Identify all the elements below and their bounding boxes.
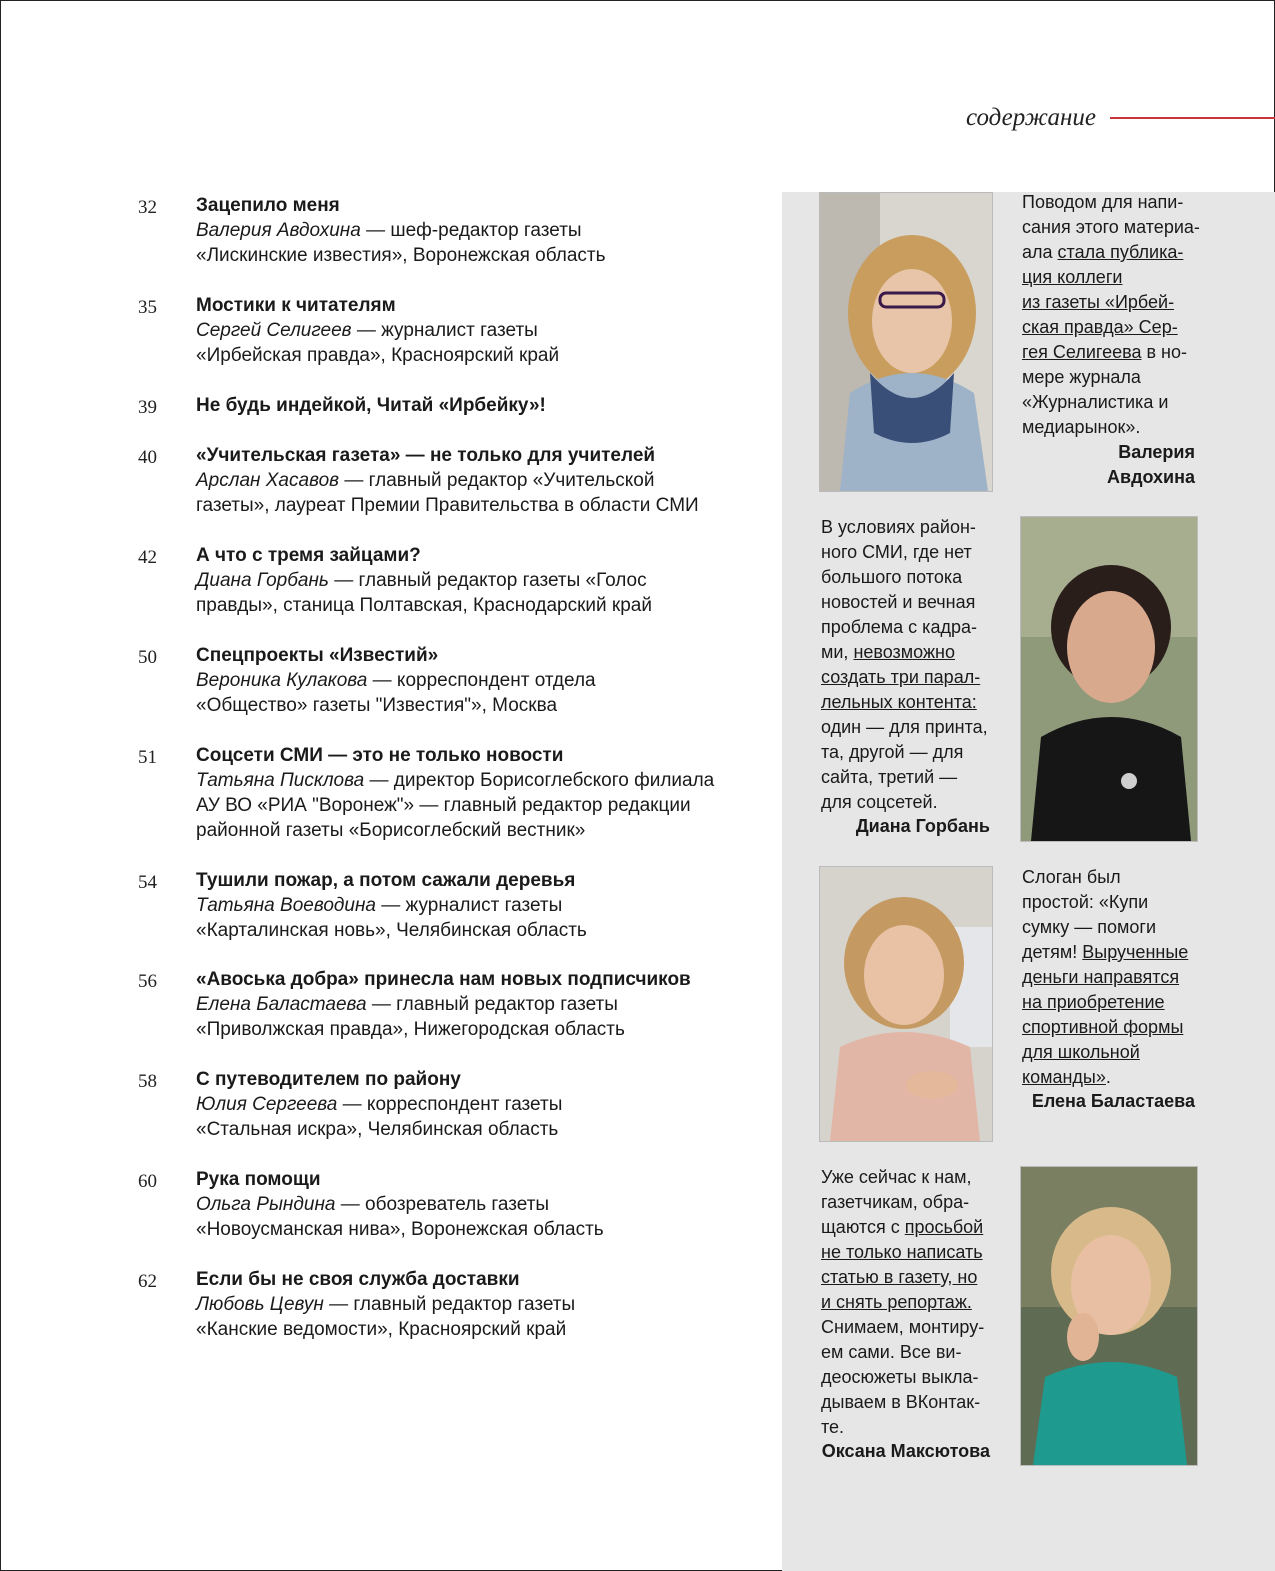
quote-highlight: спортивной формы bbox=[1022, 1017, 1184, 1037]
article-byline bbox=[196, 1192, 736, 1242]
article-byline bbox=[196, 992, 736, 1042]
byline-role: — журналист газеты bbox=[351, 320, 538, 341]
quote-line-text: В условиях район- bbox=[821, 517, 976, 537]
quote-text-4 bbox=[821, 1165, 1001, 1440]
quote-text-1 bbox=[1022, 190, 1202, 440]
quote-line bbox=[1022, 315, 1202, 340]
byline-publication: «Карталинская новь», Челябинская область bbox=[196, 920, 587, 941]
quote-line-text: щаются с bbox=[821, 1217, 905, 1237]
quote-author-3 bbox=[1000, 1089, 1195, 1114]
quote-line-text: Уже сейчас к нам, bbox=[821, 1167, 972, 1187]
quote-highlight: создать три парал- bbox=[821, 667, 981, 687]
quote-line-text: большого потока bbox=[821, 567, 963, 587]
page-number: 50 bbox=[138, 647, 157, 668]
quote-line-text: ала bbox=[1022, 242, 1058, 262]
article-byline bbox=[196, 568, 736, 618]
author-name: Любовь Цевун bbox=[196, 1294, 324, 1315]
quote-line-text: сания этого материа- bbox=[1022, 217, 1200, 237]
article-byline bbox=[196, 318, 736, 368]
page-number: 40 bbox=[138, 447, 157, 468]
quote-highlight: Вырученные bbox=[1082, 942, 1189, 962]
byline-publication: «Стальная искра», Челябинская область bbox=[196, 1119, 559, 1140]
quote-line bbox=[1022, 415, 1202, 440]
page-number: 56 bbox=[138, 971, 157, 992]
article-title: «Авоська добра» принесла нам новых подписчиков bbox=[196, 969, 691, 990]
quote-line-text: ми, bbox=[821, 642, 854, 662]
quote-line-text: . bbox=[1105, 1067, 1111, 1087]
article-title: А что с тремя зайцами? bbox=[196, 545, 421, 566]
quote-line-text: ем сами. Все ви- bbox=[821, 1342, 962, 1362]
quote-author-last: Авдохина bbox=[1107, 467, 1195, 487]
byline-publication: «Приволжская правда», Нижегородская область bbox=[196, 1019, 625, 1040]
quote-line bbox=[1022, 365, 1202, 390]
page-number: 54 bbox=[138, 872, 157, 893]
quote-line bbox=[1022, 1040, 1202, 1065]
quote-line-text: в но- bbox=[1141, 342, 1187, 362]
quote-line bbox=[821, 1315, 1001, 1340]
quote-line-text: «Журналистика и bbox=[1022, 392, 1169, 412]
quote-line-text: та, другой — для bbox=[821, 742, 964, 762]
byline-publication: АУ ВО «РИА "Воронеж"» — главный редактор редакции bbox=[196, 795, 691, 816]
quote-line bbox=[821, 790, 1001, 815]
quote-line-text: детям! bbox=[1022, 942, 1083, 962]
quote-line bbox=[1022, 340, 1202, 365]
quote-author-1 bbox=[1000, 440, 1195, 490]
article-title: С путеводителем по району bbox=[196, 1069, 461, 1090]
quote-highlight: стала публика- bbox=[1057, 242, 1184, 262]
page-number: 42 bbox=[138, 547, 157, 568]
byline-publication: «Ирбейская правда», Красноярский край bbox=[196, 345, 560, 366]
quote-line bbox=[1022, 890, 1202, 915]
quote-line bbox=[821, 590, 1001, 615]
quote-author-2 bbox=[795, 814, 990, 839]
quote-line bbox=[821, 1415, 1001, 1440]
quote-highlight: на приобретение bbox=[1022, 992, 1165, 1012]
quote-line-text: сайта, третий — bbox=[821, 767, 958, 787]
byline-role: — главный редактор «Учительской bbox=[339, 470, 655, 491]
quote-highlight: статью в газету, но bbox=[821, 1267, 978, 1287]
quote-line bbox=[821, 515, 1001, 540]
quote-line-text: газетчикам, обра- bbox=[821, 1192, 970, 1212]
byline-role: — корреспондент газеты bbox=[337, 1094, 563, 1115]
page-number: 39 bbox=[138, 397, 157, 418]
portrait-photo-avdokhina bbox=[819, 192, 993, 492]
page-number: 58 bbox=[138, 1071, 157, 1092]
quote-line-text: мере журнала bbox=[1022, 367, 1141, 387]
portrait-photo-balastaeva bbox=[819, 866, 993, 1142]
quote-text-2 bbox=[821, 515, 1001, 815]
quote-line bbox=[1022, 1015, 1202, 1040]
article-byline bbox=[196, 768, 736, 843]
article-byline bbox=[196, 893, 736, 943]
quote-line bbox=[821, 1290, 1001, 1315]
quote-line bbox=[1022, 390, 1202, 415]
byline-publication: «Новоусманская нива», Воронежская область bbox=[196, 1219, 604, 1240]
quote-line-text: для соцсетей. bbox=[821, 792, 938, 812]
quote-line-text: новостей и вечная bbox=[821, 592, 976, 612]
quote-line bbox=[821, 740, 1001, 765]
byline-role: — корреспондент отдела bbox=[367, 670, 596, 691]
article-title: Мостики к читателям bbox=[196, 295, 396, 316]
byline-role: — журналист газеты bbox=[376, 895, 563, 916]
section-label: содержание bbox=[966, 104, 1096, 131]
quote-highlight: лельных контента: bbox=[821, 692, 977, 712]
byline-role: — директор Борисоглебского филиала bbox=[364, 770, 715, 791]
quote-line bbox=[1022, 190, 1202, 215]
byline-publication: «Лискинские известия», Воронежская область bbox=[196, 245, 606, 266]
quote-highlight: ская правда» Сер- bbox=[1022, 317, 1178, 337]
quote-author-4 bbox=[795, 1439, 990, 1464]
quote-line bbox=[1022, 265, 1202, 290]
page-number: 51 bbox=[138, 747, 157, 768]
quote-highlight: и снять репортаж. bbox=[821, 1292, 972, 1312]
byline-publication-cont: районной газеты «Борисоглебский вестник» bbox=[196, 820, 586, 841]
quote-line bbox=[1022, 865, 1202, 890]
author-name: Ольга Рындина bbox=[196, 1194, 336, 1215]
quote-line bbox=[821, 1365, 1001, 1390]
quote-line-text: дываем в ВКонтак- bbox=[821, 1392, 981, 1412]
article-byline bbox=[196, 1292, 736, 1342]
byline-publication: «Общество» газеты "Известия"», Москва bbox=[196, 695, 558, 716]
quote-line bbox=[821, 665, 1001, 690]
author-name: Вероника Кулакова bbox=[196, 670, 368, 691]
quote-line-text: ного СМИ, где нет bbox=[821, 542, 972, 562]
quote-highlight: гея Селигеева bbox=[1022, 342, 1142, 362]
author-name: Татьяна Писклова bbox=[196, 770, 365, 791]
quote-line bbox=[1022, 240, 1202, 265]
quote-line bbox=[821, 1190, 1001, 1215]
author-name: Юлия Сергеева bbox=[196, 1094, 338, 1115]
article-title: Зацепило меня bbox=[196, 195, 340, 216]
page-number: 35 bbox=[138, 297, 157, 318]
quote-author-first: Валерия bbox=[1118, 442, 1195, 462]
page-number: 60 bbox=[138, 1171, 157, 1192]
article-title: Не будь индейкой, Читай «Ирбейку»! bbox=[196, 395, 546, 416]
quote-line bbox=[821, 1240, 1001, 1265]
quote-line bbox=[1022, 940, 1202, 965]
portrait-photo-maksyutova bbox=[1020, 1166, 1198, 1466]
byline-role: — главный редактор газеты «Голос bbox=[328, 570, 647, 591]
quote-line bbox=[821, 640, 1001, 665]
quote-line bbox=[821, 540, 1001, 565]
quote-line bbox=[1022, 965, 1202, 990]
quote-line bbox=[821, 1390, 1001, 1415]
author-name: Арслан Хасавов bbox=[196, 470, 340, 491]
quote-line bbox=[821, 715, 1001, 740]
quote-text-3 bbox=[1022, 865, 1202, 1090]
quote-line bbox=[821, 565, 1001, 590]
quote-line-text: медиарынок». bbox=[1022, 417, 1141, 437]
quote-line-text: деосюжеты выкла- bbox=[821, 1367, 979, 1387]
quote-highlight: команды» bbox=[1022, 1067, 1106, 1087]
quote-line-text: те. bbox=[821, 1417, 845, 1437]
quote-line bbox=[1022, 990, 1202, 1015]
byline-publication: «Канские ведомости», Красноярский край bbox=[196, 1319, 567, 1340]
byline-publication: правды», станица Полтавская, Краснодарский край bbox=[196, 595, 652, 616]
quote-line-text: один — для принта, bbox=[821, 717, 988, 737]
byline-role: — обозреватель газеты bbox=[335, 1194, 550, 1215]
quote-line-text: проблема с кадра- bbox=[821, 617, 977, 637]
author-name: Валерия Авдохина bbox=[196, 220, 361, 241]
article-byline bbox=[196, 218, 736, 268]
article-title: Рука помощи bbox=[196, 1169, 321, 1190]
quote-line bbox=[1022, 215, 1202, 240]
article-byline bbox=[196, 1092, 736, 1142]
quote-line-text: Поводом для напи- bbox=[1022, 192, 1184, 212]
article-title: «Учительская газета» — не только для учителей bbox=[196, 445, 656, 466]
quote-author-first: Диана Горбань bbox=[855, 816, 990, 836]
quote-author-first: Елена Баластаева bbox=[1031, 1091, 1195, 1111]
quote-line bbox=[821, 1215, 1001, 1240]
quote-highlight: ция коллеги bbox=[1022, 267, 1123, 287]
author-name: Сергей Селигеев bbox=[196, 320, 352, 341]
quote-line bbox=[1022, 1065, 1202, 1090]
article-title: Спецпроекты «Известий» bbox=[196, 645, 439, 666]
author-name: Диана Горбань bbox=[196, 570, 329, 591]
article-byline bbox=[196, 668, 736, 718]
article-title: Соцсети СМИ — это не только новости bbox=[196, 745, 564, 766]
byline-publication: газеты», лауреат Премии Правительства в области СМИ bbox=[196, 495, 699, 516]
quote-line bbox=[1022, 290, 1202, 315]
quote-line bbox=[821, 1340, 1001, 1365]
quote-line bbox=[821, 765, 1001, 790]
quote-line bbox=[821, 615, 1001, 640]
article-byline bbox=[196, 468, 736, 518]
author-name: Елена Баластаева bbox=[196, 994, 367, 1015]
quote-line bbox=[1022, 915, 1202, 940]
quote-line-text: сумку — помоги bbox=[1022, 917, 1157, 937]
quote-line bbox=[821, 1265, 1001, 1290]
section-rule bbox=[1110, 117, 1275, 119]
byline-role: — шеф-редактор газеты bbox=[360, 220, 582, 241]
author-name: Татьяна Воеводина bbox=[196, 895, 376, 916]
quote-highlight: деньги направятся bbox=[1022, 967, 1180, 987]
portrait-photo-gorban bbox=[1020, 516, 1198, 842]
quote-highlight: невозможно bbox=[853, 642, 955, 662]
byline-role: — главный редактор газеты bbox=[366, 994, 618, 1015]
quote-line bbox=[821, 690, 1001, 715]
page-number: 32 bbox=[138, 197, 157, 218]
quote-line-text: Слоган был bbox=[1022, 867, 1121, 887]
quote-highlight: не только написать bbox=[821, 1242, 983, 1262]
quote-highlight: из газеты «Ирбей- bbox=[1022, 292, 1175, 312]
quote-line-text: простой: «Купи bbox=[1022, 892, 1149, 912]
article-title: Тушили пожар, а потом сажали деревья bbox=[196, 870, 576, 891]
byline-role: — главный редактор газеты bbox=[323, 1294, 576, 1315]
quote-line-text: Снимаем, монтиру- bbox=[821, 1317, 985, 1337]
page-number: 62 bbox=[138, 1271, 157, 1292]
quote-author-first: Оксана Максютова bbox=[821, 1441, 990, 1461]
quote-highlight: просьбой bbox=[904, 1217, 984, 1237]
article-title: Если бы не своя служба доставки bbox=[196, 1269, 520, 1290]
quote-highlight: для школьной bbox=[1022, 1042, 1140, 1062]
quote-line bbox=[821, 1165, 1001, 1190]
